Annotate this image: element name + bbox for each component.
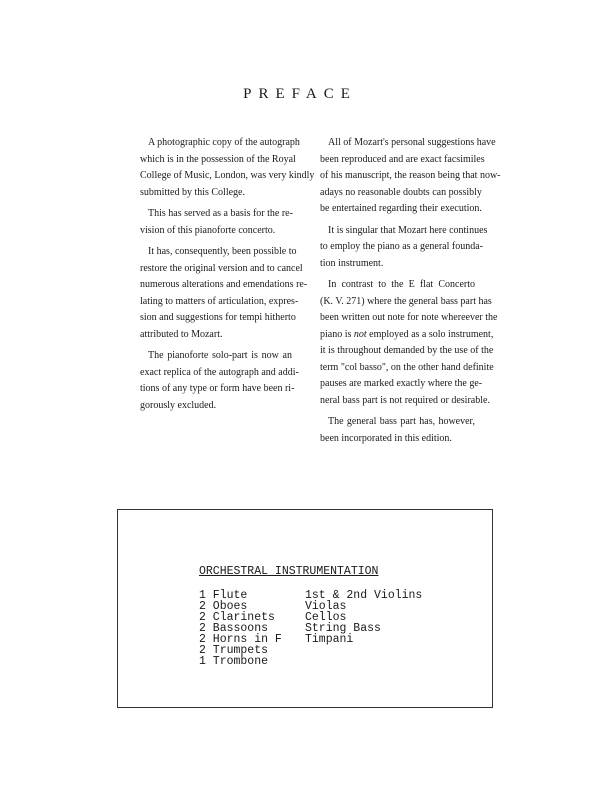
paragraph [320,414,475,447]
text-line: (K. V. 271) where the general bass part has [320,295,492,307]
instrument-item: Violas [305,600,347,613]
instrument-item: 2 Bassoons [199,622,269,635]
text-line: A photographic copy of the autograph [148,137,300,148]
text-line: be entertained regarding their execution. [320,203,482,214]
page-title: PREFACE [243,86,357,102]
paragraph [140,206,292,239]
paragraph [320,223,488,273]
text-line: College of Music, London, was very kindly [140,170,315,181]
text-line: restore the original version and to cancel [140,262,303,274]
text-line: It is singular that Mozart here continues [328,224,488,236]
text-line: neral bass part is not required or desirable. [320,394,490,406]
paragraph [320,135,501,218]
text-span: employed as a solo instrument, [366,328,494,340]
text-line: been written out note for note whereever the [320,312,498,323]
text-line: to employ the piano as a general founda- [320,241,483,252]
paragraph [140,135,315,201]
paragraph [140,348,299,414]
text-line: All of Mozart's personal suggestions have [328,137,496,148]
text-line: The pianoforte solo-part is now an [148,350,292,361]
text-line: been incorporated in this edition. [320,432,452,444]
text-line: pauses are marked exactly where the ge- [320,378,483,389]
text-line: which is in the possession of the Royal [140,153,296,165]
paragraph [320,277,498,409]
text-line: been reproduced and are exact facsimiles [320,153,485,165]
instrument-item: 2 Oboes [199,600,248,613]
instrument-item: Cellos [305,611,347,624]
italic-emphasis: not [353,328,367,340]
text-line: numerous alterations and emendations re- [140,279,308,290]
instrument-item: 2 Trumpets [199,644,269,657]
instrument-item: 1 Trombone [199,655,269,668]
preface-right-column [320,135,501,452]
text-line: of his manuscript, the reason being that now- [320,170,501,181]
text-line: It has, consequently, been possible to [148,246,297,257]
text-span: piano is [320,328,354,340]
strings-column [305,590,422,667]
text-line: lating to matters of articulation, expres- [140,295,299,307]
instrument-item: String Bass [305,622,381,635]
instrument-item: 1 Flute [199,589,248,602]
text-line: adays no reasonable doubts can possibly [320,186,482,198]
text-line: exact replica of the autograph and addi- [140,366,299,378]
text-line: tion instrument. [320,257,384,269]
instrumentation-heading: ORCHESTRAL INSTRUMENTATION [199,565,379,578]
text-line: This has served as a basis for the re- [148,208,293,219]
instrument-item: Timpani [305,633,354,646]
paragraph [140,244,308,343]
instrument-item: 2 Horns in F [199,633,282,646]
text-line: In contrast to the E flat Concerto [328,279,475,290]
text-line: submitted by this College. [140,186,245,198]
text-line: vision of this pianoforte concerto. [140,224,276,236]
text-line: tions of any type or form have been ri- [140,383,295,394]
text-line: it is throughout demanded by the use of the [320,345,494,356]
text-line: sion and suggestions for tempi hitherto [140,312,296,323]
instrument-item: 1st & 2nd Violins [305,589,423,602]
text-line: attributed to Mozart. [140,328,223,340]
instrumentation-list [199,565,422,667]
text-line: gorously excluded. [140,399,217,411]
text-line: The general bass part has, however, [328,416,475,427]
winds-column [199,590,305,667]
instrument-item: 2 Clarinets [199,611,275,624]
text-line [320,327,494,344]
text-line: term "col basso", on the other hand definite [320,361,494,373]
preface-left-column [140,135,315,419]
